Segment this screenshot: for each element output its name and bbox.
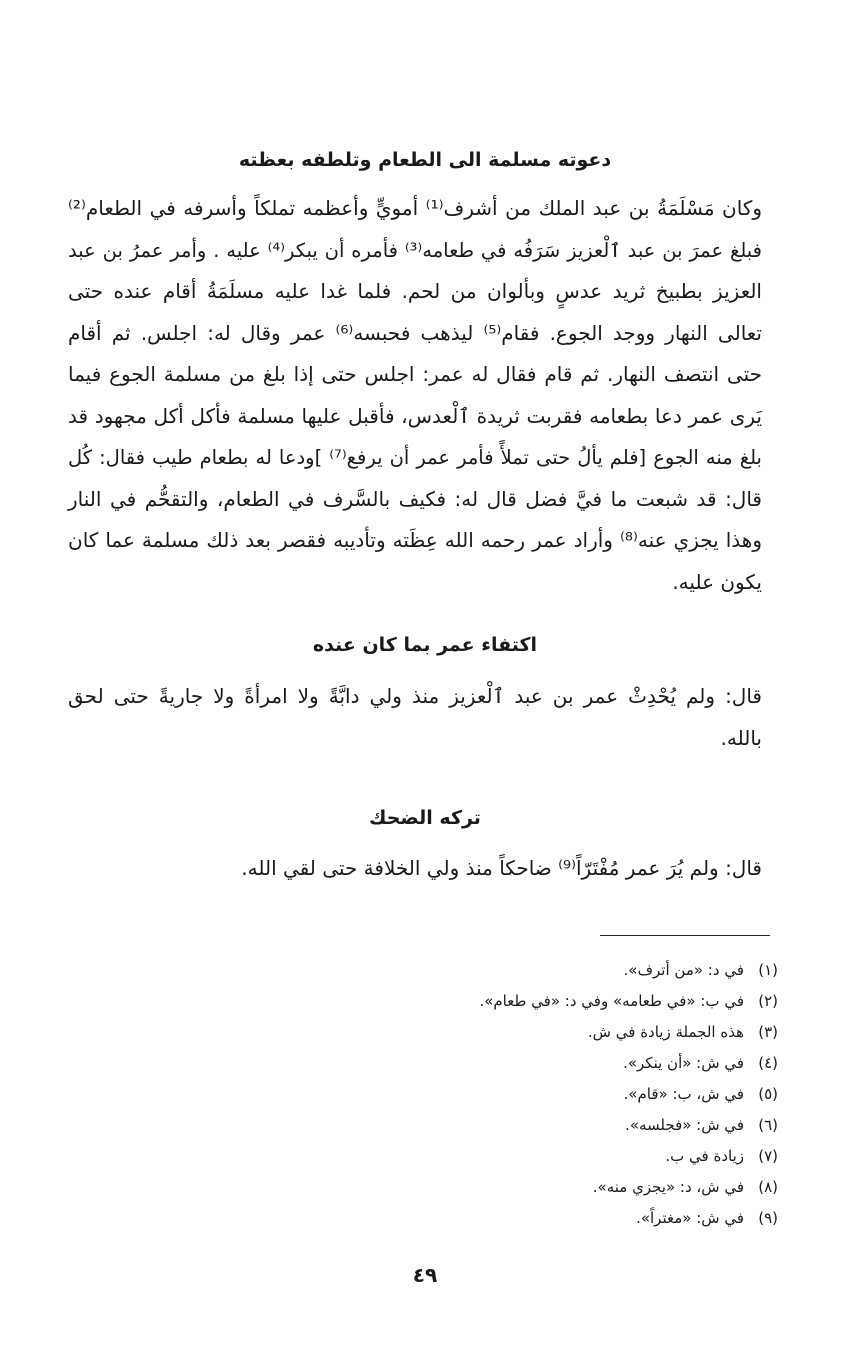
footnote-text: في ش: «مغتراً». bbox=[636, 1209, 744, 1227]
paragraph-line: قال: ولم يُحْدِثْ عمر بن عبد ٱلْعزيز منذ ولي دابَّةً ولا امرأةً ولا جاريةً حتى لحق bbox=[68, 684, 762, 708]
footnote-number: (٦) bbox=[758, 1116, 778, 1134]
footnote-text: في ش، د: «يجزي منه». bbox=[592, 1178, 744, 1196]
paragraph-line: تعالى النهار ووجد الجوع. فقام⁽⁵⁾ ليذهب فحبسه⁽⁶⁾ عمر وقال له: اجلس. ثم أقام bbox=[68, 320, 762, 345]
footnote-number: (٢) bbox=[758, 992, 778, 1010]
footnote-item bbox=[358, 1141, 778, 1172]
footnote-number: (٥) bbox=[758, 1085, 778, 1103]
footnote-item bbox=[358, 1110, 778, 1141]
footnote-item bbox=[358, 955, 778, 986]
paragraph-line: حتى انتصف النهار. ثم قام فقال له عمر: اجلس حتى إذا بلغ من مسلمة الجوع فيما bbox=[68, 362, 762, 386]
footnote-number: (٨) bbox=[758, 1178, 778, 1196]
paragraph-line: بالله. bbox=[720, 725, 762, 750]
paragraph-line: العزيز بطبيخ ثريد عدسٍ وبألوان من لحم. فلما غدا عليه مسلَمَةُ أقام عنده حتى bbox=[68, 279, 762, 303]
section-heading-invitation: دعوته مسلمة الى الطعام وتلطفه بعظته bbox=[238, 149, 612, 171]
footnote-text: في ش، ب: «قام». bbox=[623, 1085, 744, 1103]
footnote-divider bbox=[600, 935, 770, 936]
paragraph-line: بلغ منه الجوع [فلم يألُ حتى تملأً فأمر عمر أن يرفع⁽⁷⁾ ]ودعا له بطعام طيب فقال: كُل bbox=[68, 446, 762, 469]
page-number: ٤٩ bbox=[412, 1263, 438, 1287]
paragraph-line: قال: قد شبعت ما فيَّ فضل قال له: فكيف بالسَّرف في الطعام، والتقحُّم في النار bbox=[68, 486, 762, 511]
footnote-item bbox=[358, 1048, 778, 1079]
paragraph-line: وهذا يجزي عنه⁽⁸⁾ وأراد عمر رحمه الله عِظَته وتأديبه فقصر بعد ذلك مسلمة عما كان bbox=[68, 528, 762, 552]
footnote-item bbox=[358, 1172, 778, 1203]
section-heading-contentment: اكتفاء عمر بما كان عنده bbox=[312, 634, 538, 656]
section-heading-laughter: تركه الضحك bbox=[369, 807, 481, 829]
paragraph-laughter bbox=[68, 848, 762, 890]
footnote-text: في د: «من أترف». bbox=[623, 961, 744, 979]
footnote-number: (٧) bbox=[758, 1147, 778, 1165]
paragraph-line: يَرى عمر دعا بطعامه فقربت ثريدة ٱلْعدس، فأقبل عليها مسلمة فأكل أكل مجهود قد bbox=[68, 403, 762, 428]
footnote-item bbox=[358, 986, 778, 1017]
footnote-number: (١) bbox=[758, 961, 778, 979]
footnotes-list bbox=[358, 955, 778, 1234]
footnote-text: في ش: «أن ينكر». bbox=[623, 1054, 744, 1072]
paragraph-contentment bbox=[68, 676, 762, 759]
footnote-item bbox=[358, 1079, 778, 1110]
footnote-text: في ب: «في طعامه» وفي د: «في طعام». bbox=[479, 992, 744, 1010]
paragraph-line: فبلغ عمرَ بن عبد ٱلْعزيز سَرَفُه في طعامه⁽³⁾ فأمره أن يبكر⁽⁴⁾ عليه . وأمر عمرُ بن عبد bbox=[68, 238, 763, 262]
footnote-item bbox=[358, 1203, 778, 1234]
footnote-item bbox=[358, 1017, 778, 1048]
footnote-text: زيادة في ب. bbox=[665, 1147, 744, 1165]
paragraph-line: يكون عليه. bbox=[672, 569, 762, 594]
paragraph-line: قال: ولم يُرَ عمر مُفْتَرّاً⁽⁹⁾ ضاحكاً منذ ولي الخلافة حتى لقي الله. bbox=[241, 856, 762, 880]
footnote-text: هذه الجملة زيادة في ش. bbox=[587, 1023, 744, 1041]
paragraph-line: وكان مَسْلَمَةُ بن عبد الملك من أشرف⁽¹⁾ أمويٍّ وأعظمه تملكاً وأسرفه في الطعام⁽²⁾ bbox=[68, 196, 763, 220]
footnote-number: (٤) bbox=[758, 1054, 778, 1072]
footnote-text: في ش: «فجلسه». bbox=[625, 1116, 744, 1134]
paragraph-invitation bbox=[68, 188, 762, 603]
footnote-number: (٩) bbox=[758, 1209, 778, 1227]
footnote-number: (٣) bbox=[758, 1023, 778, 1041]
